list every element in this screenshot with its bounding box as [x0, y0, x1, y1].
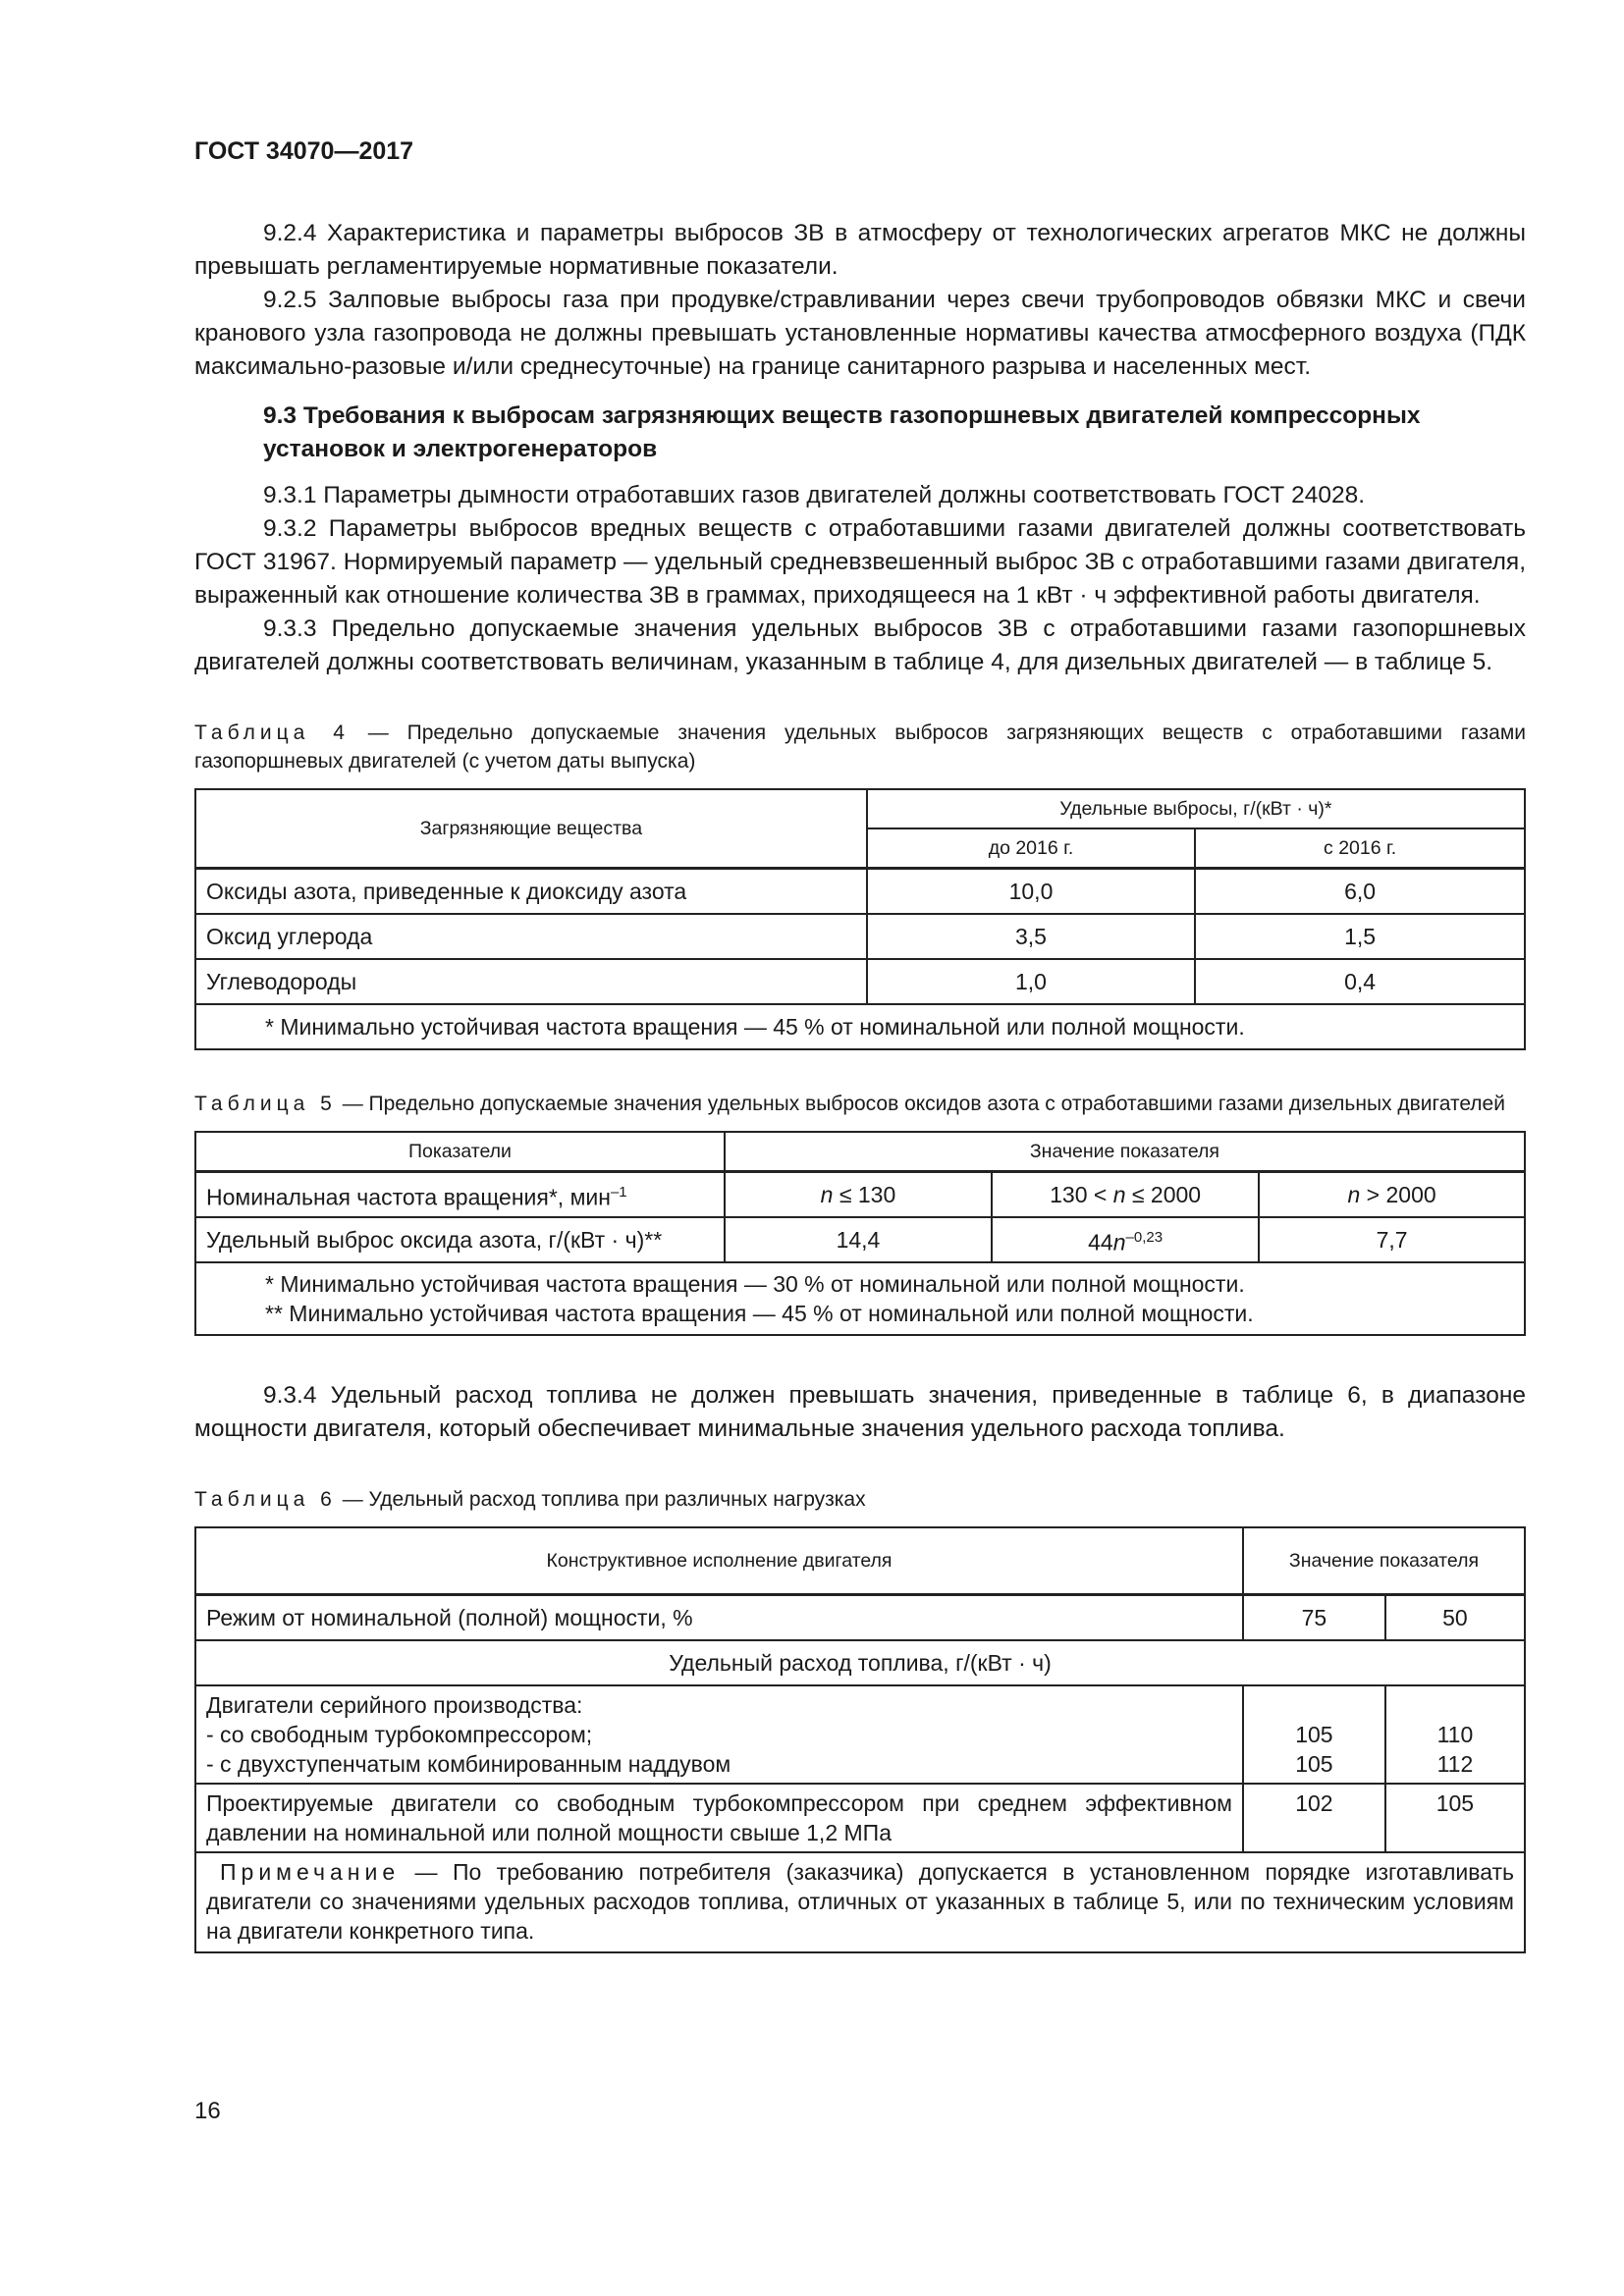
- table4-row-after: 6,0: [1195, 869, 1525, 915]
- table5-col-value: Значение показателя: [725, 1132, 1525, 1172]
- table4-note: * Минимально устойчивая частота вращения — 45 % от номинальной или полной мощности.: [265, 1014, 1245, 1040]
- table4-note-cell: [195, 1004, 1525, 1049]
- table4-row-name: Оксид углерода: [195, 914, 867, 959]
- table4-col-after: с 2016 г.: [1195, 828, 1525, 869]
- table5-caption-prefix: Таблица 5: [194, 1093, 337, 1115]
- paragraph-9-3-3: 9.3.3 Предельно допускаемые значения удельных выбросов ЗВ с отработавшими газами газопоршневых двигателей должны соответствовать величинам, указанным в таблице 4, для дизельных двигателей — в таблице 5.: [194, 615, 1526, 675]
- table4-row-name: Углеводороды: [195, 959, 867, 1004]
- table-row: [195, 1172, 1525, 1218]
- table6-subheader: Удельный расход топлива, г/(кВт · ч): [195, 1640, 1525, 1685]
- paragraph-9-2-5: 9.2.5 Залповые выбросы газа при продувке/стравливании через свечи трубопроводов обвязки МКС и свечи кранового узла газопровода не должны превышать установленные нормативы качества атмосферного воздуха (ПДК максимально-разовые и/или среднесуточные) на границе санитарного разрыва и населенных мест.: [194, 287, 1526, 380]
- paragraph-9-2-4: 9.2.4 Характеристика и параметры выбросов ЗВ в атмосферу от технологических агрегатов МКС не должны превышать регламентируемые нормативные показатели.: [194, 220, 1526, 280]
- table4: [194, 788, 1526, 1050]
- table-row: [195, 1640, 1525, 1685]
- table6-serial-50: 110 112: [1385, 1685, 1525, 1784]
- table6-serial-1: - со свободным турбокомпрессором;: [206, 1722, 593, 1747]
- table5-row1-v1: n ≤ 130: [725, 1172, 992, 1218]
- table4-col-substance: Загрязняющие вещества: [195, 789, 867, 869]
- table5-row1-label: Номинальная частота вращения*, мин$^{-1}$: [195, 1172, 725, 1218]
- paragraph-9-3-2: 9.3.2 Параметры выбросов вредных веществ с отработавшими газами двигателей должны соответствовать ГОСТ 31967. Нормируемый параметр — удельный средневзвешенный выброс ЗВ с отработавшими газами двигателя, выраженный как отношение количества ЗВ в граммах, приходящееся на 1 кВт · ч эффективной работы двигателя.: [194, 515, 1526, 609]
- paragraph-9-3-1: 9.3.1 Параметры дымности отработавших газов двигателей должны соответствовать ГОСТ 24028.: [263, 482, 1366, 508]
- table4-row-after: 0,4: [1195, 959, 1525, 1004]
- table-row: [195, 1595, 1525, 1641]
- table4-row-name: Оксиды азота, приведенные к диоксиду азота: [195, 869, 867, 915]
- table6-projected: Проектируемые двигатели со свободным турбокомпрессором при среднем эффективном давлении на номинальной или полной мощности свыше 1,2 МПа: [195, 1784, 1243, 1852]
- table6-col-value: Значение показателя: [1243, 1527, 1525, 1595]
- table6-projected-50: 105: [1385, 1784, 1525, 1852]
- table6-mode-50: 50: [1385, 1595, 1525, 1641]
- table6: [194, 1526, 1526, 1953]
- table6-mode-75: 75: [1243, 1595, 1385, 1641]
- table6-serial-2: - с двухступенчатым комбинированным наддувом: [206, 1751, 731, 1777]
- table6-col-design: Конструктивное исполнение двигателя: [195, 1527, 1243, 1595]
- page-number: 16: [194, 2098, 221, 2124]
- document-page: [194, 137, 1526, 1953]
- table5-caption: [194, 1090, 1526, 1118]
- table6-mode-label: Режим от номинальной (полной) мощности, %: [195, 1595, 1243, 1641]
- table6-projected-75: 102: [1243, 1784, 1385, 1852]
- table-row: [195, 959, 1525, 1004]
- table4-caption: [194, 719, 1526, 775]
- table-row: [195, 869, 1525, 915]
- table4-col-before: до 2016 г.: [867, 828, 1195, 869]
- table6-caption-text: — Удельный расход топлива при различных нагрузках: [336, 1488, 866, 1511]
- table5: [194, 1131, 1526, 1336]
- table5-row2-label: Удельный выброс оксида азота, г/(кВт · ч)**: [195, 1217, 725, 1262]
- table6-serial-title: Двигатели серийного производства:: [206, 1692, 583, 1718]
- table5-row2-v2: $44n^{-0,23}$: [992, 1217, 1259, 1262]
- table5-note-cell: [195, 1262, 1525, 1335]
- table6-serial-cell: [195, 1685, 1243, 1784]
- table4-col-group: Удельные выбросы, г/(кВт · ч)*: [867, 789, 1525, 828]
- table5-row2-v3: 7,7: [1259, 1217, 1525, 1262]
- table4-caption-prefix: Таблица 4: [194, 721, 350, 744]
- table4-row-before: 3,5: [867, 914, 1195, 959]
- table5-note-2: ** Минимально устойчивая частота вращения — 45 % от номинальной или полной мощности.: [265, 1301, 1254, 1326]
- table6-caption: [194, 1485, 1526, 1514]
- document-header: ГОСТ 34070—2017: [194, 137, 414, 165]
- table6-note: Примечание — По требованию потребителя (заказчика) допускается в установленном порядке изготавливать двигатели со значениями удельных расходов топлива, отличных от указанных в таблице 5, или по техническим условиям на двигатели конкретного типа.: [206, 1859, 1514, 1944]
- table6-caption-prefix: Таблица 6: [194, 1488, 337, 1511]
- table5-col-indicator: Показатели: [195, 1132, 725, 1172]
- table-row: [195, 1784, 1525, 1852]
- table-row: [195, 914, 1525, 959]
- table4-row-before: 10,0: [867, 869, 1195, 915]
- table4-row-before: 1,0: [867, 959, 1195, 1004]
- table5-row2-v1: 14,4: [725, 1217, 992, 1262]
- table4-caption-text: — Предельно допускаемые значения удельных выбросов загрязняющих веществ с отработавшими газами газопоршневых двигателей (с учетом даты выпуска): [194, 721, 1527, 773]
- table5-row1-v2: 130 < n ≤ 2000: [992, 1172, 1259, 1218]
- table5-caption-text: — Предельно допускаемые значения удельных выбросов оксидов азота с отработавшими газами дизельных двигателей: [336, 1093, 1505, 1115]
- table5-row1-v3: n > 2000: [1259, 1172, 1525, 1218]
- table4-row-after: 1,5: [1195, 914, 1525, 959]
- table6-serial-75: 105 105: [1243, 1685, 1385, 1784]
- table5-note-1: * Минимально устойчивая частота вращения — 30 % от номинальной или полной мощности.: [265, 1271, 1245, 1297]
- table6-note-cell: [195, 1852, 1525, 1952]
- table-row: [195, 1217, 1525, 1262]
- table-row: [195, 1685, 1525, 1784]
- paragraph-9-3-4: 9.3.4 Удельный расход топлива не должен превышать значения, приведенные в таблице 6, в диапазоне мощности двигателя, который обеспечивает минимальные значения удельного расхода топлива.: [194, 1382, 1526, 1442]
- section-title-9-3: 9.3 Требования к выбросам загрязняющих веществ газопоршневых двигателей компрессорных установок и электрогенераторов: [263, 402, 1421, 462]
